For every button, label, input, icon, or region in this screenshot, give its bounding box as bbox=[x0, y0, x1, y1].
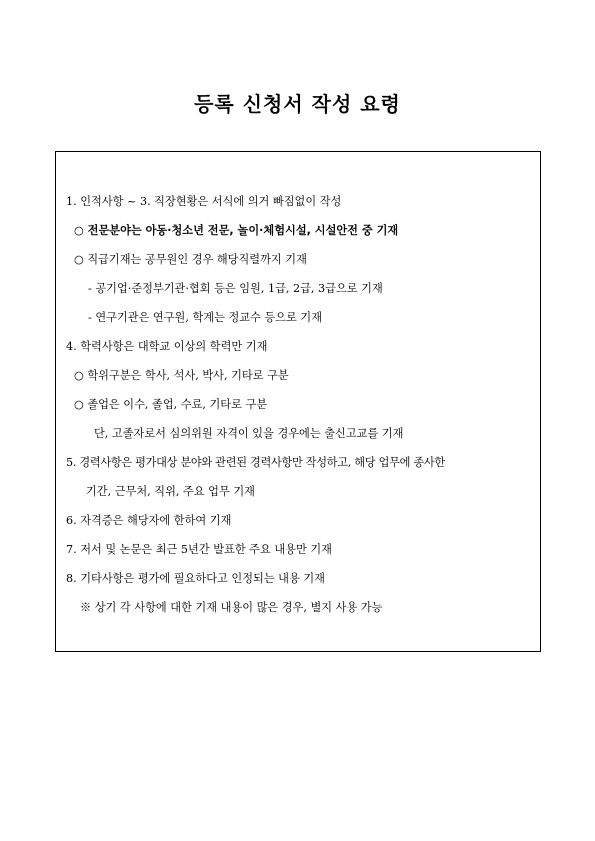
item-research-institute: - 연구기관은 연구원, 학계는 정교수 등으로 기재 bbox=[88, 311, 323, 324]
item-high-school-note: 단, 고졸자로서 심의위원 자격이 있을 경우에는 출신고교를 기재 bbox=[94, 427, 404, 440]
page-title: 등록 신청서 작성 요령 bbox=[194, 92, 401, 116]
item-degree-type: ○ 학위구분은 학사, 석사, 박사, 기타로 구분 bbox=[74, 369, 289, 382]
item-5-career: 5. 경력사항은 평가대상 분야와 관련된 경력사항만 작성하고, 해당 업무에 종사한 bbox=[66, 456, 445, 469]
footnote-separate-sheet: ※ 상기 각 사항에 대한 기재 내용이 많은 경우, 별지 사용 가능 bbox=[80, 601, 383, 614]
item-5-career-cont: 기간, 근무처, 직위, 주요 업무 기재 bbox=[86, 485, 255, 498]
instructions-box bbox=[55, 151, 541, 652]
item-public-enterprise: - 공기업·준정부기관·협회 등은 임원, 1급, 2급, 3급으로 기재 bbox=[88, 282, 383, 295]
item-8-other: 8. 기타사항은 평가에 필요하다고 인정되는 내용 기재 bbox=[66, 572, 325, 585]
item-graduation: ○ 졸업은 이수, 졸업, 수료, 기타로 구분 bbox=[74, 398, 268, 411]
item-7-publications: 7. 저서 및 논문은 최근 5년간 발표한 주요 내용만 기재 bbox=[66, 543, 332, 556]
item-rank: ○ 직급기재는 공무원인 경우 해당직렬까지 기재 bbox=[74, 253, 307, 266]
item-1-personal-info: 1. 인적사항 ~ 3. 직장현황은 서식에 의거 빠짐없이 작성 bbox=[66, 195, 342, 208]
item-specialty-field: ○ 전문분야는 아동·청소년 전문, 놀이·체험시설, 시설안전 중 기재 bbox=[74, 224, 399, 237]
item-4-education: 4. 학력사항은 대학교 이상의 학력만 기재 bbox=[66, 340, 268, 353]
item-6-certificates: 6. 자격증은 해당자에 한하여 기재 bbox=[66, 514, 232, 527]
